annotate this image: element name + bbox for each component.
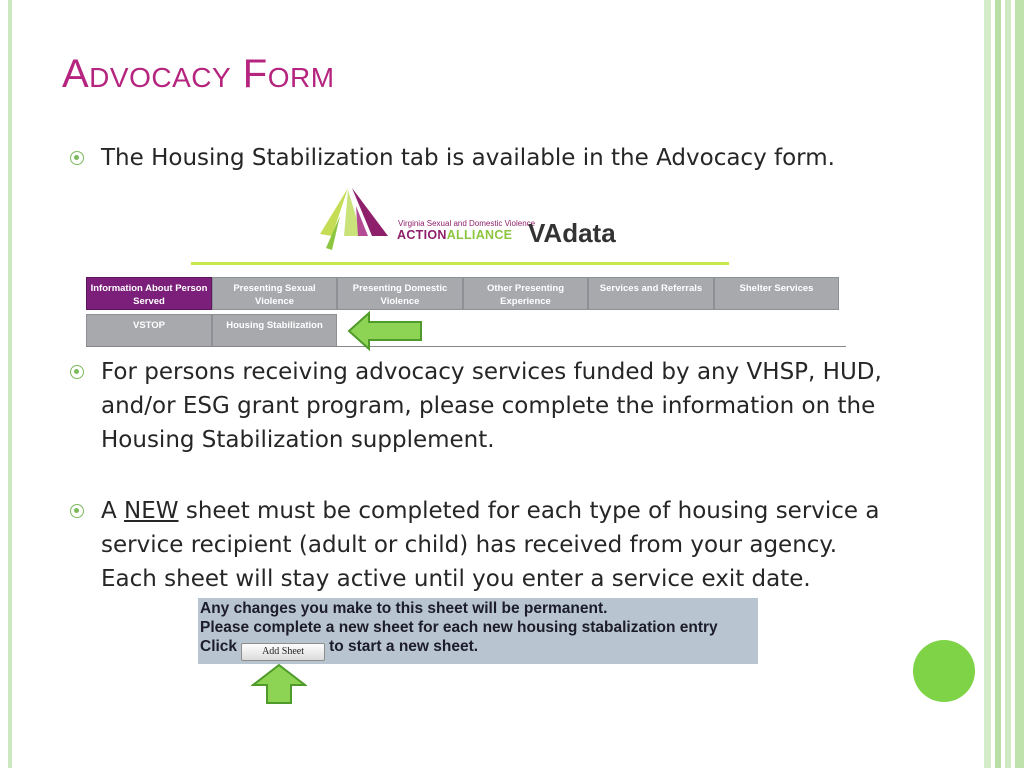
vadata-logo — [318, 186, 618, 254]
bullet-text-rest: sheet must be completed for each type of housing service a service recipient (adult or child) has received from your agency. Each sheet will stay active until you enter a service exit date. — [101, 498, 880, 592]
bullet-text: For persons receiving advocacy services funded by any VHSP, HUD, and/or ESG grant program, please complete the information on the Housing Stabilization supplement. — [101, 359, 882, 453]
tab-presenting-domestic-violence[interactable]: Presenting Domestic Violence — [337, 277, 463, 310]
tab-services-and-referrals[interactable]: Services and Referrals — [588, 277, 714, 310]
bullet-icon — [70, 365, 84, 379]
logo-org-name-part1: ACTION — [397, 228, 447, 242]
bullet-text: The Housing Stabilization tab is available in the Advocacy form. — [101, 145, 835, 171]
slide-title: Advocacy Form — [62, 52, 335, 96]
tab-presenting-sexual-violence[interactable]: Presenting Sexual Violence — [212, 277, 337, 310]
bullet-text-prefix: A — [101, 498, 125, 524]
slide-border-left — [8, 0, 12, 768]
logo-org-subtitle: Virginia Sexual and Domestic Violence — [398, 219, 536, 228]
tabs-divider — [86, 346, 846, 347]
bullet-item — [70, 141, 900, 175]
notice-line — [200, 637, 758, 661]
bullet-icon — [70, 504, 84, 518]
tab-shelter-services[interactable]: Shelter Services — [714, 277, 839, 310]
notice-line: Any changes you make to this sheet will be permanent. — [200, 600, 608, 617]
tab-other-presenting-experience[interactable]: Other Presenting Experience — [463, 277, 588, 310]
arrow-up-icon — [251, 663, 307, 705]
advocacy-form-tabs — [86, 277, 846, 348]
bullet-icon — [70, 151, 84, 165]
logo-org-name — [397, 228, 512, 242]
arrow-left-icon — [347, 311, 423, 351]
slide-border-right — [1015, 0, 1024, 768]
add-sheet-button[interactable]: Add Sheet — [241, 643, 325, 661]
tab-vstop[interactable]: VSTOP — [86, 314, 212, 347]
tab-information-about-person-served[interactable]: Information About Person Served — [86, 277, 212, 310]
slide-border-right — [995, 0, 1001, 768]
sheet-notice-panel — [198, 598, 758, 664]
notice-click-text: Click — [200, 638, 238, 655]
slide-border-right — [1005, 0, 1011, 768]
decorative-circle — [913, 640, 975, 702]
slide-border-right — [984, 0, 991, 768]
action-alliance-logo-icon — [318, 186, 390, 254]
bullet-item — [70, 355, 900, 457]
bullet-item — [70, 494, 900, 596]
notice-suffix-text: to start a new sheet. — [329, 638, 479, 655]
bullet-emphasis: NEW — [124, 498, 179, 524]
notice-line: Please complete a new sheet for each new housing stabalization entry — [200, 619, 718, 636]
tab-housing-stabilization[interactable]: Housing Stabilization — [212, 314, 337, 347]
logo-divider — [191, 262, 729, 265]
logo-product-name: VAdata — [528, 218, 616, 248]
bullet-text — [101, 494, 900, 596]
logo-org-name-part2: ALLIANCE — [446, 228, 513, 242]
